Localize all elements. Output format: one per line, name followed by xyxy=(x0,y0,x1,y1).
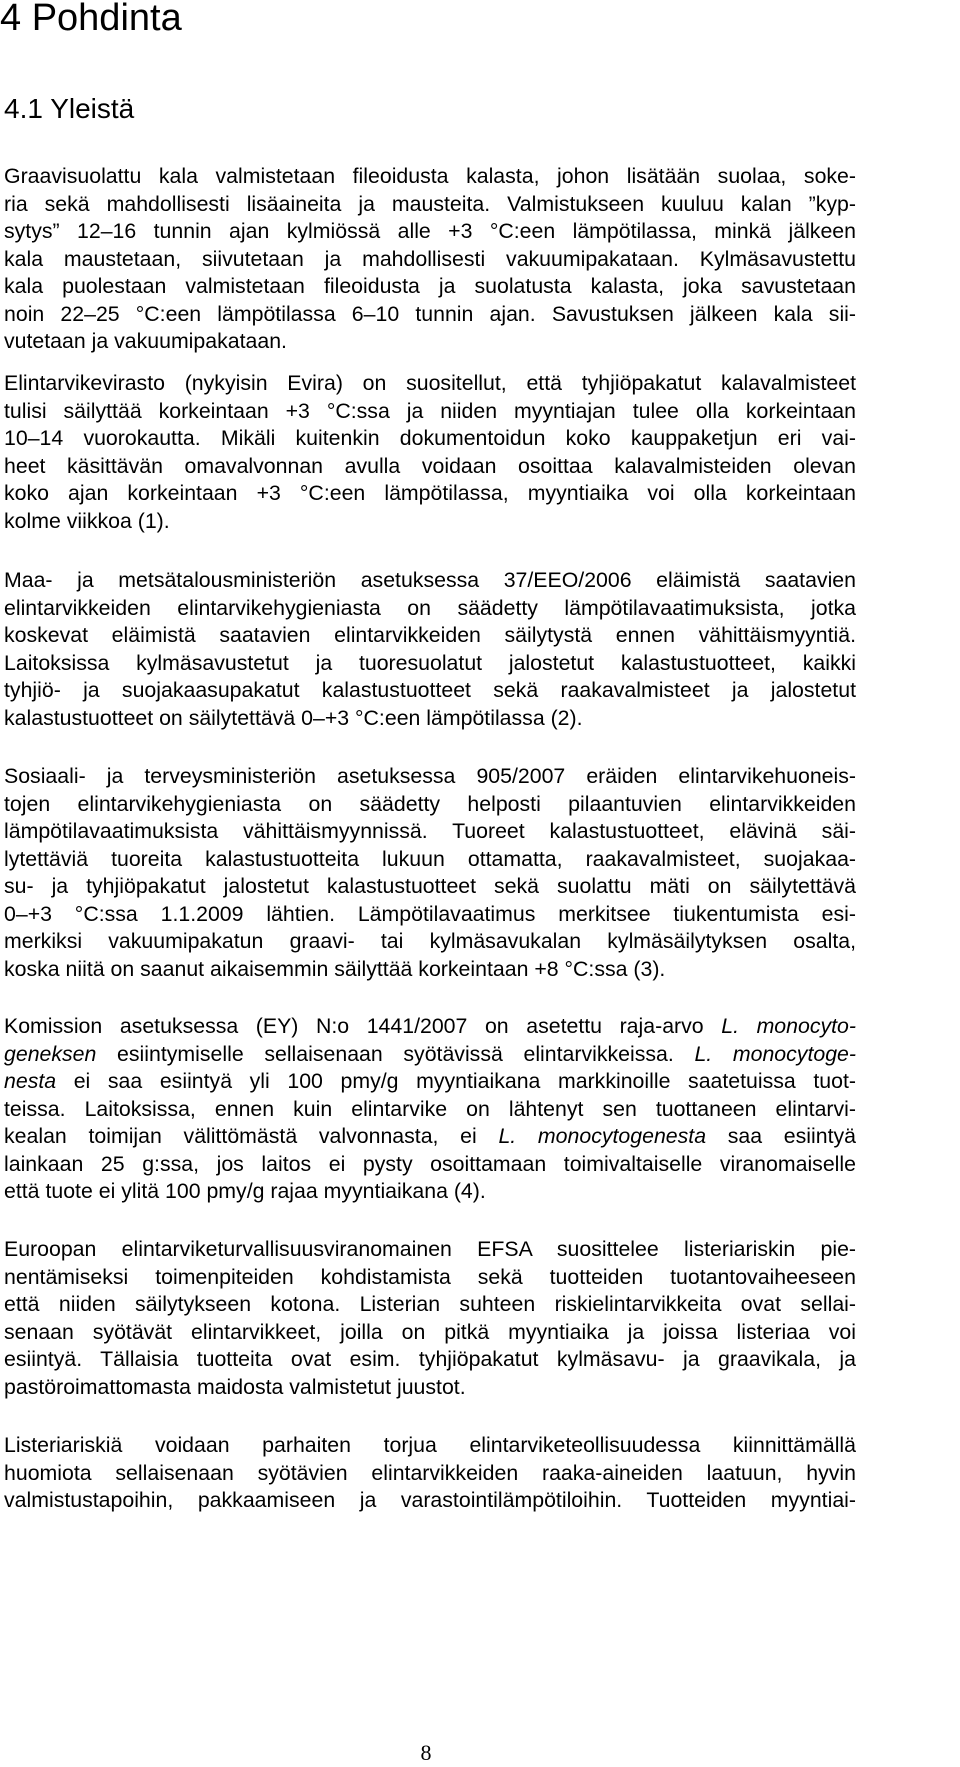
paragraph-2 xyxy=(4,370,856,535)
text-line: koko ajan korkeintaan +3 °C:een lämpötilassa, myyntiaika voi olla korkeintaan xyxy=(4,481,856,505)
section-heading: 4.1 Yleistä xyxy=(4,93,135,124)
text-line: tulisi säilyttää korkeintaan +3 °C:ssa ja niiden myyntiajan tulee olla korkeintaan xyxy=(4,398,856,423)
paragraph-5 xyxy=(4,1013,856,1206)
text-line: nesta ei saa esiintyä yli 100 pmy/g myyntiaikana markkinoille saatetuissa tuot- xyxy=(4,1069,856,1093)
text-line: kala puolestaan valmistetaan fileoidusta ja suolatusta kalasta, joka savustetaan xyxy=(4,274,856,298)
paragraph-6 xyxy=(4,1236,856,1401)
text-line: su- ja tyhjiöpakatut jalostetut kalastustuotteet sekä suolattu mäti on säilytettävä xyxy=(4,874,856,898)
text-line: kala maustetaan, siivutetaan ja mahdollisesti vakuumipakataan. Kylmäsavustettu xyxy=(4,246,856,271)
text-line: vutetaan ja vakuumipakataan. xyxy=(4,329,287,353)
text-line: Maa- ja metsätalousministeriön asetuksessa 37/EEO/2006 eläimistä saatavien xyxy=(4,568,856,592)
text-line: merkiksi vakuumipakatun graavi- tai kylmäsavukalan kylmäsäilytyksen osalta, xyxy=(4,929,856,953)
text-line: että niiden säilytykseen kotona. Listerian suhteen riskielintarvikkeita ovat sellai- xyxy=(4,1292,856,1316)
text-line: koskevat eläimistä saatavien elintarvikkeiden säilytystä ennen vähittäismyyntiä. xyxy=(4,623,856,647)
text-line: kolme viikkoa (1). xyxy=(4,508,170,533)
text-line: Euroopan elintarviketurvallisuusviranomainen EFSA suosittelee listeriariskin pie- xyxy=(4,1237,856,1261)
text-line: kalastustuotteet on säilytettävä 0–+3 °C:een lämpötilassa (2). xyxy=(4,705,583,730)
text-line: Laitoksissa kylmäsavustetut ja tuoresuolatut jalostetut kalastustuotteet, kaikki xyxy=(4,650,856,675)
text-line: huomiota sellaisenaan syötävien elintarvikkeiden raaka-aineiden laatuun, hyvin xyxy=(4,1460,856,1485)
text-line: heet käsittävän omavalvonnan avulla voidaan osoittaa kalavalmisteiden olevan xyxy=(4,453,856,478)
text-line: Graavisuolattu kala valmistetaan fileoidusta kalasta, johon lisätään suolaa, soke- xyxy=(4,164,856,188)
chapter-heading: 4 Pohdinta xyxy=(0,0,182,39)
text-line: 10–14 vuorokautta. Mikäli kuitenkin dokumentoidun koko kauppaketjun eri vai- xyxy=(4,426,856,450)
text-line: että tuote ei ylitä 100 pmy/g rajaa myyntiaikana (4). xyxy=(4,1179,486,1203)
text-line: ria sekä mahdollisesti lisäaineita ja mausteita. Valmistukseen kuuluu kalan ”kyp- xyxy=(4,191,856,216)
text-line: elintarvikkeiden elintarvikehygieniasta on säädetty lämpötilavaatimuksista, jotka xyxy=(4,595,856,620)
text-line: lytettäviä tuoreita kalastustuotteita lukuun ottamatta, raakavalmisteet, suojakaa- xyxy=(4,846,856,871)
text-line: geneksen esiintymiselle sellaisenaan syötävissä elintarvikkeissa. L. monocytoge- xyxy=(4,1041,856,1066)
text-line: valmistustapoihin, pakkaamiseen ja varastointilämpötiloihin. Tuotteiden myyntiai- xyxy=(4,1488,856,1512)
page-number: 8 xyxy=(420,1740,432,1765)
text-line: pastöroimattomasta maidosta valmistetut juustot. xyxy=(4,1374,466,1399)
text-line: Elintarvikevirasto (nykyisin Evira) on suositellut, että tyhjiöpakatut kalavalmisteet xyxy=(4,371,856,395)
text-line: senaan syötävät elintarvikkeet, joilla on pitkä myyntiaika ja joissa listeriaa voi xyxy=(4,1319,856,1344)
paragraph-4 xyxy=(4,763,856,983)
paragraph-3 xyxy=(4,567,856,732)
text-line: koska niitä on saanut aikaisemmin säilyttää korkeintaan +8 °C:ssa (3). xyxy=(4,956,666,981)
text-line: teissa. Laitoksissa, ennen kuin elintarvike on lähtenyt sen tuottaneen elintarvi- xyxy=(4,1096,856,1121)
paragraph-7 xyxy=(4,1432,856,1515)
text-line: Sosiaali- ja terveysministeriön asetuksessa 905/2007 eräiden elintarvikehuoneis- xyxy=(4,764,856,788)
text-line: noin 22–25 °C:een lämpötilassa 6–10 tunnin ajan. Savustuksen jälkeen kala sii- xyxy=(4,301,856,326)
text-line: lämpötilavaatimuksista vähittäismyynnissä. Tuoreet kalastustuotteet, elävinä säi- xyxy=(4,819,856,843)
text-line: Listeriariskiä voidaan parhaiten torjua elintarviketeollisuudessa kiinnittämällä xyxy=(4,1433,856,1457)
text-line: lainkaan 25 g:ssa, jos laitos ei pysty osoittamaan toimivaltaiselle viranomaiselle xyxy=(4,1151,856,1176)
text-line: esiintyä. Tällaisia tuotteita ovat esim. tyhjiöpakatut kylmäsavu- ja graavikala, ja xyxy=(4,1347,856,1371)
text-line: Komission asetuksessa (EY) N:o 1441/2007 on asetettu raja-arvo L. monocyto- xyxy=(4,1014,856,1038)
text-line: tojen elintarvikehygieniasta on säädetty helposti pilaantuvien elintarvikkeiden xyxy=(4,791,856,816)
text-line: sytys” 12–16 tunnin ajan kylmiössä alle +3 °C:een lämpötilassa, minkä jälkeen xyxy=(4,219,856,243)
text-line: 0–+3 °C:ssa 1.1.2009 lähtien. Lämpötilavaatimus merkitsee tiukentumista esi- xyxy=(4,901,856,926)
text-line: tyhjiö- ja suojakaasupakatut kalastustuotteet sekä raakavalmisteet ja jalostetut xyxy=(4,678,856,702)
paragraph-1 xyxy=(4,163,856,356)
text-line: kealan toimijan välittömästä valvonnasta, ei L. monocytogenesta saa esiintyä xyxy=(4,1124,857,1148)
text-line: nentämiseksi toimenpiteiden kohdistamista sekä tuotteiden tuotantovaiheeseen xyxy=(4,1264,856,1289)
